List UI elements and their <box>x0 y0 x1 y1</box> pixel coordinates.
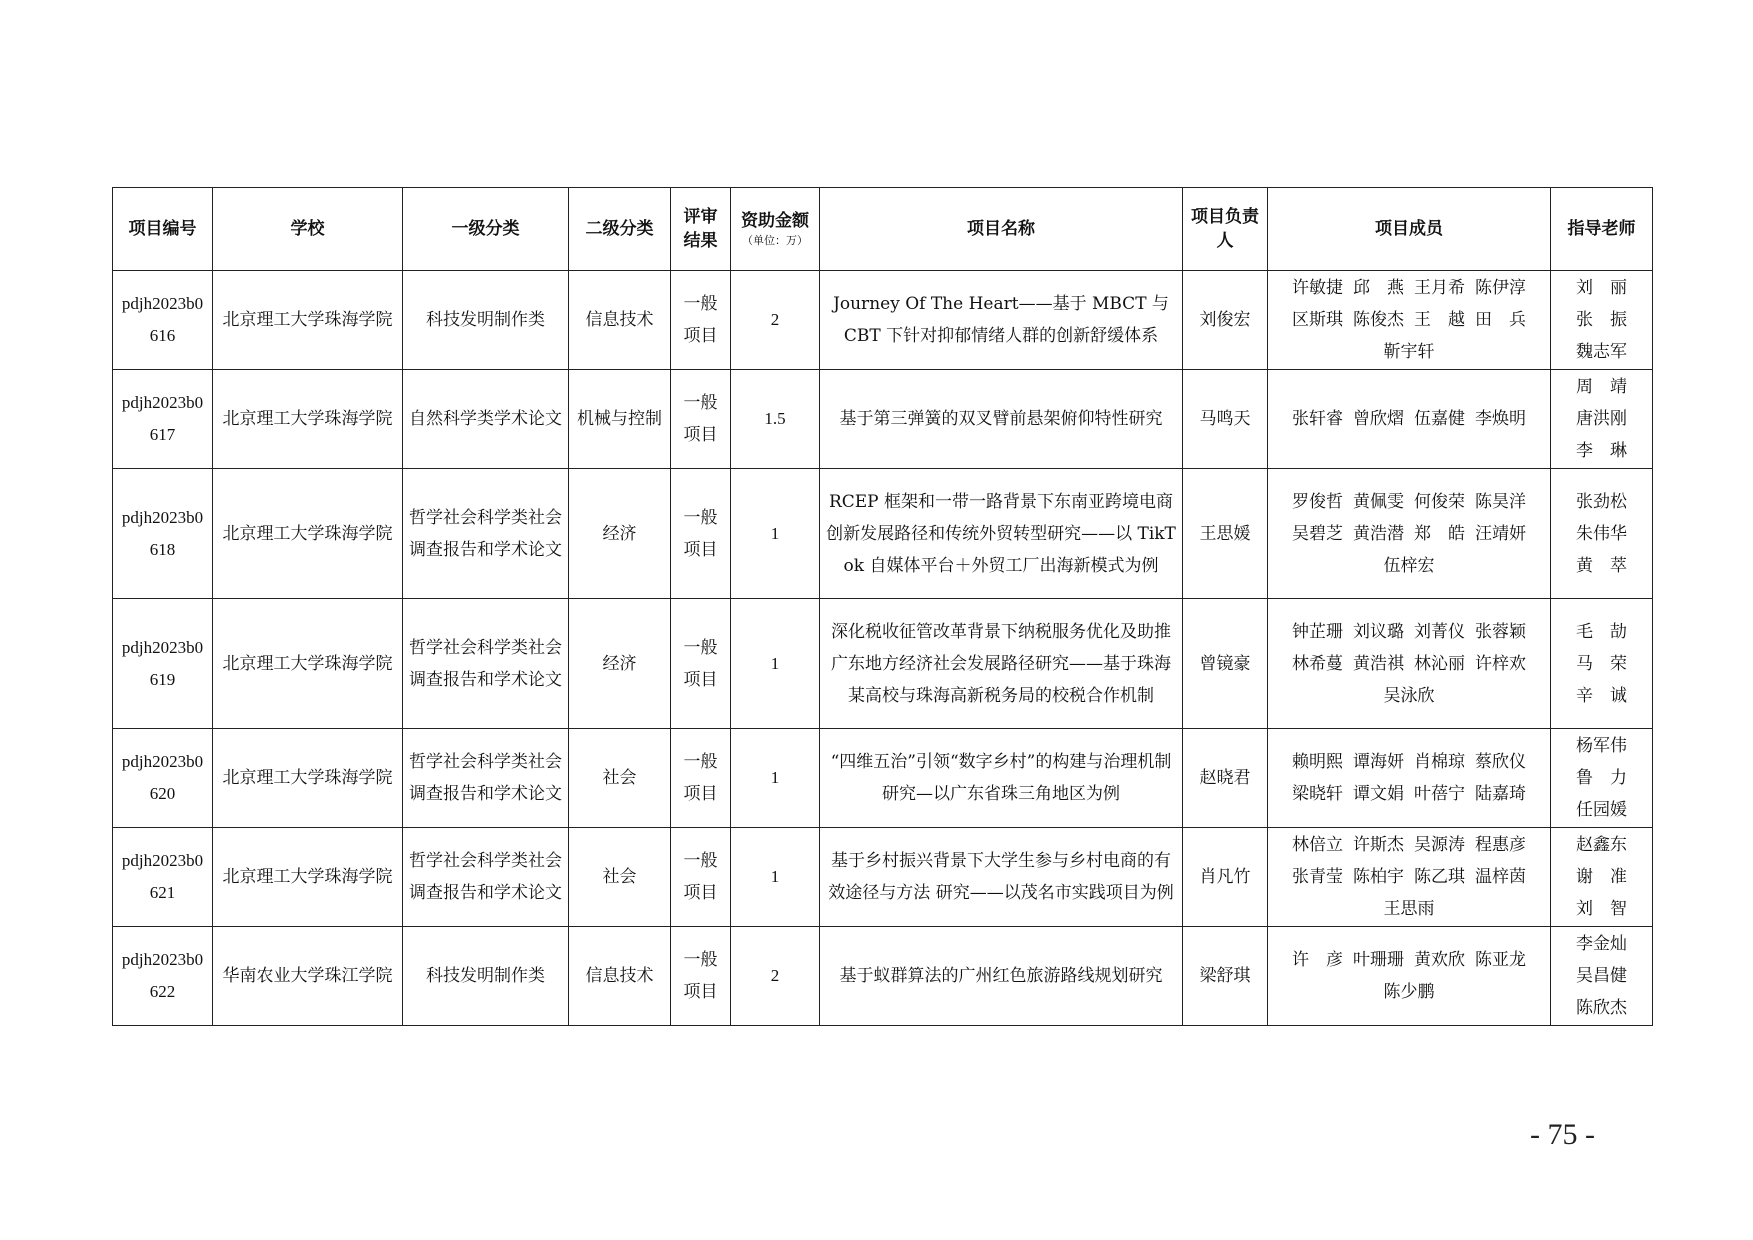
advisor-name: 朱伟华 <box>1576 523 1627 544</box>
member-name: 何俊荣 <box>1414 491 1465 512</box>
member-name: 汪靖妍 <box>1475 523 1526 544</box>
member-name: 林倍立 <box>1292 835 1343 855</box>
cell-category2: 机械与控制 <box>569 370 671 469</box>
member-name: 刘议璐 <box>1353 621 1404 642</box>
cell-funding: 2 <box>731 271 820 370</box>
cell-category1: 科技发明制作类 <box>403 927 569 1026</box>
cell-leader: 王思媛 <box>1183 469 1268 599</box>
header-name: 项目名称 <box>820 188 1183 271</box>
member-name: 伍嘉健 <box>1414 409 1465 429</box>
cell-category1: 科技发明制作类 <box>403 271 569 370</box>
member-name: 张青莹 <box>1292 867 1343 887</box>
member-name: 陈伊淳 <box>1475 278 1526 298</box>
cell-project-name: Journey Of The Heart——基于 MBCT 与 CBT 下针对抑郁情绪人群的创新舒缓体系 <box>820 271 1183 370</box>
cell-id: pdjh2023b0621 <box>113 828 213 927</box>
advisor-name: 李金灿 <box>1576 934 1627 954</box>
advisor-name: 张劲松 <box>1576 491 1627 512</box>
advisor-name: 陈欣杰 <box>1576 998 1627 1018</box>
cell-review: 一般项目 <box>671 927 731 1026</box>
table-row <box>113 927 1653 1026</box>
cell-review: 一般项目 <box>671 370 731 469</box>
table-row <box>113 271 1653 370</box>
table-body <box>113 271 1653 1026</box>
advisor-name: 谢 准 <box>1576 867 1627 887</box>
header-members: 项目成员 <box>1268 188 1551 271</box>
cell-school: 北京理工大学珠海学院 <box>213 271 403 370</box>
member-name: 蔡欣仪 <box>1475 752 1526 772</box>
member-name: 吴碧芝 <box>1292 523 1343 544</box>
page-number: - 75 - <box>1530 1118 1595 1151</box>
member-name: 王月希 <box>1414 278 1465 298</box>
cell-funding: 1 <box>731 828 820 927</box>
cell-advisors <box>1551 370 1653 469</box>
cell-leader: 曾镜豪 <box>1183 599 1268 729</box>
cell-review: 一般项目 <box>671 599 731 729</box>
header-row <box>113 188 1653 271</box>
cell-project-name: 深化税收征管改革背景下纳税服务优化及助推广东地方经济社会发展路径研究——基于珠海某高校与珠海高新税务局的校税合作机制 <box>820 599 1183 729</box>
header-funding <box>731 188 820 271</box>
member-name: 王 越 <box>1414 310 1465 330</box>
cell-category2: 社会 <box>569 729 671 828</box>
table-row <box>113 828 1653 927</box>
advisor-name: 刘 丽 <box>1576 278 1627 298</box>
cell-review: 一般项目 <box>671 729 731 828</box>
cell-leader: 刘俊宏 <box>1183 271 1268 370</box>
cell-advisors <box>1551 828 1653 927</box>
member-name: 谭海妍 <box>1353 752 1404 772</box>
cell-school: 北京理工大学珠海学院 <box>213 828 403 927</box>
member-name: 陈俊杰 <box>1353 310 1404 330</box>
cell-advisors <box>1551 271 1653 370</box>
advisor-name: 马 荣 <box>1576 653 1627 674</box>
advisor-name: 任园媛 <box>1576 800 1627 820</box>
cell-category1: 哲学社会科学类社会调查报告和学术论文 <box>403 599 569 729</box>
cell-funding: 1 <box>731 729 820 828</box>
member-name: 区斯琪 <box>1292 310 1343 330</box>
header-school: 学校 <box>213 188 403 271</box>
advisor-name: 毛 劼 <box>1576 621 1627 642</box>
member-name: 吴源涛 <box>1414 835 1465 855</box>
cell-advisors <box>1551 729 1653 828</box>
cell-category2: 经济 <box>569 469 671 599</box>
member-name: 王思雨 <box>1383 899 1435 919</box>
cell-school: 北京理工大学珠海学院 <box>213 599 403 729</box>
advisor-name: 刘 智 <box>1576 899 1627 919</box>
member-name: 林沁丽 <box>1414 653 1465 674</box>
cell-review: 一般项目 <box>671 828 731 927</box>
member-name: 陈昊洋 <box>1475 491 1526 512</box>
header-review: 评审结果 <box>671 188 731 271</box>
member-name: 许 彦 <box>1292 950 1343 970</box>
header-advisor: 指导老师 <box>1551 188 1653 271</box>
member-name: 邱 燕 <box>1353 278 1404 298</box>
cell-advisors <box>1551 469 1653 599</box>
cell-project-name: 基于乡村振兴背景下大学生参与乡村电商的有效途径与方法 研究——以茂名市实践项目为例 <box>820 828 1183 927</box>
cell-members <box>1268 599 1551 729</box>
member-name: 陈乙琪 <box>1414 867 1465 887</box>
member-name: 温梓茵 <box>1475 867 1526 887</box>
member-name: 郑 皓 <box>1414 523 1465 544</box>
member-name: 许斯杰 <box>1353 835 1404 855</box>
member-name: 罗俊哲 <box>1292 491 1343 512</box>
member-name: 靳宇轩 <box>1383 342 1435 362</box>
header-category2: 二级分类 <box>569 188 671 271</box>
cell-id: pdjh2023b0619 <box>113 599 213 729</box>
member-name: 田 兵 <box>1475 310 1526 330</box>
cell-category1: 哲学社会科学类社会调查报告和学术论文 <box>403 828 569 927</box>
cell-school: 北京理工大学珠海学院 <box>213 370 403 469</box>
member-name: 梁晓轩 <box>1292 784 1343 804</box>
cell-leader: 马鸣天 <box>1183 370 1268 469</box>
member-name: 谭文娟 <box>1353 784 1404 804</box>
cell-funding: 1 <box>731 469 820 599</box>
cell-members <box>1268 271 1551 370</box>
member-name: 林希蔓 <box>1292 653 1343 674</box>
member-name: 叶蓓宁 <box>1414 784 1465 804</box>
table-row <box>113 469 1653 599</box>
cell-members <box>1268 469 1551 599</box>
cell-members <box>1268 370 1551 469</box>
cell-id: pdjh2023b0616 <box>113 271 213 370</box>
member-name: 曾欣熠 <box>1353 409 1404 429</box>
cell-review: 一般项目 <box>671 469 731 599</box>
header-id: 项目编号 <box>113 188 213 271</box>
cell-category1: 哲学社会科学类社会调查报告和学术论文 <box>403 729 569 828</box>
cell-category1: 自然科学类学术论文 <box>403 370 569 469</box>
cell-members <box>1268 927 1551 1026</box>
advisor-name: 吴昌健 <box>1576 966 1627 986</box>
member-name: 黄佩雯 <box>1353 491 1404 512</box>
cell-school: 北京理工大学珠海学院 <box>213 729 403 828</box>
member-name: 吴泳欣 <box>1383 685 1435 706</box>
cell-school: 北京理工大学珠海学院 <box>213 469 403 599</box>
project-table <box>112 187 1653 1026</box>
cell-project-name: RCEP 框架和一带一路背景下东南亚跨境电商创新发展路径和传统外贸转型研究——以 TikTok 自媒体平台＋外贸工厂出海新模式为例 <box>820 469 1183 599</box>
cell-id: pdjh2023b0618 <box>113 469 213 599</box>
header-category1: 一级分类 <box>403 188 569 271</box>
member-name: 黄浩潜 <box>1353 523 1404 544</box>
member-name: 黄浩祺 <box>1353 653 1404 674</box>
cell-funding: 2 <box>731 927 820 1026</box>
cell-category2: 信息技术 <box>569 271 671 370</box>
advisor-name: 辛 诚 <box>1576 685 1627 706</box>
cell-category2: 社会 <box>569 828 671 927</box>
advisor-name: 鲁 力 <box>1576 768 1627 788</box>
cell-category2: 经济 <box>569 599 671 729</box>
member-name: 李焕明 <box>1475 409 1526 429</box>
member-name: 伍梓宏 <box>1383 555 1435 576</box>
cell-project-name: 基于蚁群算法的广州红色旅游路线规划研究 <box>820 927 1183 1026</box>
member-name: 刘菁仪 <box>1414 621 1465 642</box>
cell-leader: 肖凡竹 <box>1183 828 1268 927</box>
member-name: 陈柏宇 <box>1353 867 1404 887</box>
cell-members <box>1268 729 1551 828</box>
advisor-name: 魏志军 <box>1576 342 1627 362</box>
cell-id: pdjh2023b0622 <box>113 927 213 1026</box>
cell-funding: 1.5 <box>731 370 820 469</box>
member-name: 许梓欢 <box>1475 653 1526 674</box>
header-leader: 项目负责人 <box>1183 188 1268 271</box>
member-name: 张蓉颖 <box>1475 621 1526 642</box>
cell-funding: 1 <box>731 599 820 729</box>
member-name: 叶珊珊 <box>1353 950 1404 970</box>
member-name: 张轩睿 <box>1292 409 1343 429</box>
advisor-name: 黄 萃 <box>1576 555 1627 576</box>
cell-id: pdjh2023b0617 <box>113 370 213 469</box>
advisor-name: 张 振 <box>1576 310 1627 330</box>
member-name: 赖明熙 <box>1292 752 1343 772</box>
advisor-name: 李 琳 <box>1576 441 1627 461</box>
advisor-name: 杨军伟 <box>1576 736 1627 756</box>
cell-project-name: 基于第三弹簧的双叉臂前悬架俯仰特性研究 <box>820 370 1183 469</box>
header-funding-unit: （单位：万） <box>742 234 808 247</box>
cell-id: pdjh2023b0620 <box>113 729 213 828</box>
table-row <box>113 599 1653 729</box>
member-name: 陈亚龙 <box>1475 950 1526 970</box>
member-name: 黄欢欣 <box>1414 950 1465 970</box>
cell-leader: 赵晓君 <box>1183 729 1268 828</box>
advisor-name: 赵鑫东 <box>1576 835 1627 855</box>
advisor-name: 唐洪刚 <box>1576 409 1627 429</box>
cell-category1: 哲学社会科学类社会调查报告和学术论文 <box>403 469 569 599</box>
advisor-name: 周 靖 <box>1576 377 1627 397</box>
member-name: 许敏捷 <box>1292 278 1343 298</box>
member-name: 陆嘉琦 <box>1475 784 1526 804</box>
cell-advisors <box>1551 599 1653 729</box>
cell-advisors <box>1551 927 1653 1026</box>
cell-category2: 信息技术 <box>569 927 671 1026</box>
cell-members <box>1268 828 1551 927</box>
cell-review: 一般项目 <box>671 271 731 370</box>
member-name: 钟芷珊 <box>1292 621 1343 642</box>
cell-school: 华南农业大学珠江学院 <box>213 927 403 1026</box>
cell-project-name: “四维五治”引领“数字乡村”的构建与治理机制研究—以广东省珠三角地区为例 <box>820 729 1183 828</box>
member-name: 肖棉琼 <box>1414 752 1465 772</box>
table-row <box>113 370 1653 469</box>
member-name: 程惠彦 <box>1475 835 1526 855</box>
header-funding-label: 资助金额 <box>741 211 809 231</box>
member-name: 陈少鹏 <box>1383 982 1435 1002</box>
cell-leader: 梁舒琪 <box>1183 927 1268 1026</box>
table-row <box>113 729 1653 828</box>
